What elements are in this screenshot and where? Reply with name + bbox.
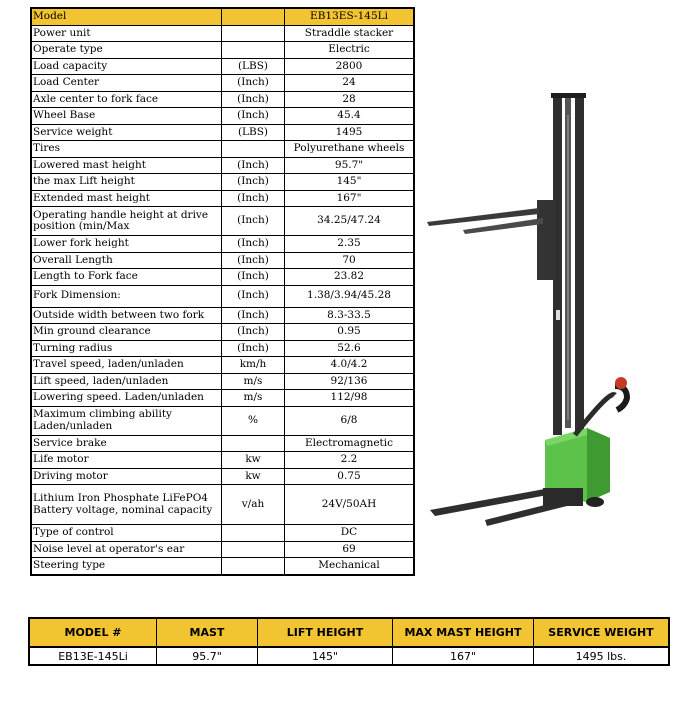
spec-label: Tires: [31, 141, 222, 158]
spec-row: [31, 435, 414, 452]
spec-label: Lowered mast height: [31, 157, 222, 174]
spec-row: [31, 452, 414, 469]
spec-unit: kw: [222, 468, 285, 485]
mast-decal: [556, 310, 560, 320]
spec-row: [31, 8, 414, 25]
spec-value: 34.25/47.24: [285, 207, 415, 236]
spec-value: EB13ES-145Li: [285, 8, 415, 25]
spec-row: [31, 307, 414, 324]
spec-label: Load Center: [31, 75, 222, 92]
spec-label: Maximum climbing ability Laden/unladen: [31, 406, 222, 435]
spec-row: [31, 141, 414, 158]
spec-unit: (Inch): [222, 157, 285, 174]
spec-label: Service weight: [31, 124, 222, 141]
drive-wheel: [586, 497, 604, 507]
spec-unit: (Inch): [222, 340, 285, 357]
spec-label: Extended mast height: [31, 190, 222, 207]
spec-row: [31, 390, 414, 407]
spec-label: Operate type: [31, 42, 222, 59]
spec-unit: [222, 558, 285, 575]
spec-unit: m/s: [222, 373, 285, 390]
spec-label: Noise level at operator's ear: [31, 541, 222, 558]
spec-label: Length to Fork face: [31, 269, 222, 286]
spec-label: Lift speed, laden/unladen: [31, 373, 222, 390]
spec-value: 0.95: [285, 324, 415, 341]
spec-label: Load capacity: [31, 58, 222, 75]
spec-label: Steering type: [31, 558, 222, 575]
spec-row: [31, 269, 414, 286]
summary-header-service-weight: SERVICE WEIGHT: [534, 618, 670, 647]
spec-row: [31, 58, 414, 75]
spec-row: [31, 124, 414, 141]
spec-label: Wheel Base: [31, 108, 222, 125]
spec-unit: (Inch): [222, 236, 285, 253]
spec-value: 28: [285, 91, 415, 108]
spec-row: [31, 252, 414, 269]
spec-value: 95.7": [285, 157, 415, 174]
spec-unit: [222, 435, 285, 452]
fork-carriage: [537, 200, 555, 280]
spec-row: [31, 324, 414, 341]
spec-unit: (Inch): [222, 108, 285, 125]
spec-row: [31, 190, 414, 207]
spec-value: 167": [285, 190, 415, 207]
spec-row: [31, 525, 414, 542]
summary-table: [28, 617, 670, 666]
spec-label: Model: [31, 8, 222, 25]
spec-unit: (Inch): [222, 190, 285, 207]
mast-upright-right: [575, 95, 584, 435]
spec-value: 2.2: [285, 452, 415, 469]
base-frame: [543, 488, 583, 506]
spec-row: [31, 285, 414, 307]
spec-row: [31, 373, 414, 390]
spec-row: [31, 108, 414, 125]
spec-value: 2.35: [285, 236, 415, 253]
spec-unit: [222, 525, 285, 542]
spec-value: 24V/50AH: [285, 485, 415, 525]
spec-value: Polyurethane wheels: [285, 141, 415, 158]
spec-row: [31, 236, 414, 253]
spec-label: Axle center to fork face: [31, 91, 222, 108]
spec-label: Travel speed, laden/unladen: [31, 357, 222, 374]
spec-value: 2800: [285, 58, 415, 75]
spec-unit: (LBS): [222, 124, 285, 141]
spec-unit: [222, 541, 285, 558]
spec-value: Electric: [285, 42, 415, 59]
spec-value: 69: [285, 541, 415, 558]
spec-row: [31, 42, 414, 59]
summary-header-row: [29, 618, 669, 647]
spec-unit: (Inch): [222, 324, 285, 341]
summary-max-mast-height: 167": [393, 647, 534, 665]
spec-unit: kw: [222, 452, 285, 469]
spec-unit: v/ah: [222, 485, 285, 525]
spec-label: Fork Dimension:: [31, 285, 222, 307]
spec-row: [31, 558, 414, 575]
summary-header-mast: MAST: [157, 618, 258, 647]
spec-row: [31, 357, 414, 374]
spec-value: 1.38/3.94/45.28: [285, 285, 415, 307]
spec-value: 70: [285, 252, 415, 269]
spec-label: Power unit: [31, 25, 222, 42]
summary-header-model: MODEL #: [29, 618, 157, 647]
spec-row: [31, 174, 414, 191]
spec-unit: (Inch): [222, 285, 285, 307]
spec-value: 145": [285, 174, 415, 191]
spec-value: 24: [285, 75, 415, 92]
spec-value: 45.4: [285, 108, 415, 125]
spec-row: [31, 91, 414, 108]
spec-unit: %: [222, 406, 285, 435]
tiller-handle: [615, 386, 627, 410]
spec-row: [31, 406, 414, 435]
spec-label: Type of control: [31, 525, 222, 542]
spec-table: [30, 7, 415, 576]
spec-unit: [222, 42, 285, 59]
spec-value: 92/136: [285, 373, 415, 390]
summary-service-weight: 1495 lbs.: [534, 647, 670, 665]
spec-value: 23.82: [285, 269, 415, 286]
spec-value: 112/98: [285, 390, 415, 407]
spec-label: Life motor: [31, 452, 222, 469]
spec-unit: [222, 141, 285, 158]
summary-header-max-mast-height: MAX MAST HEIGHT: [393, 618, 534, 647]
spec-row: [31, 207, 414, 236]
spec-unit: [222, 8, 285, 25]
summary-model: EB13E-145Li: [58, 649, 128, 663]
spec-value: 8.3-33.5: [285, 307, 415, 324]
summary-lift-height: 145": [258, 647, 393, 665]
chassis-side: [587, 428, 610, 502]
spec-row: [31, 157, 414, 174]
spec-value: 6/8: [285, 406, 415, 435]
mast-top-bar: [551, 93, 586, 98]
spec-label: Lowering speed. Laden/unladen: [31, 390, 222, 407]
spec-value: DC: [285, 525, 415, 542]
spec-row: [31, 340, 414, 357]
spec-label: Operating handle height at drive position (min/Max: [31, 207, 222, 236]
spec-value: 52.6: [285, 340, 415, 357]
spec-unit: (Inch): [222, 91, 285, 108]
spec-label: Driving motor: [31, 468, 222, 485]
spec-unit: m/s: [222, 390, 285, 407]
spec-value: Straddle stacker: [285, 25, 415, 42]
spec-label: Overall Length: [31, 252, 222, 269]
spec-label: the max Lift height: [31, 174, 222, 191]
spec-unit: (Inch): [222, 252, 285, 269]
spec-value: 4.0/4.2: [285, 357, 415, 374]
spec-label: Min ground clearance: [31, 324, 222, 341]
summary-row: [29, 647, 669, 665]
spec-label: Lithium Iron Phosphate LiFePO4 Battery voltage, nominal capacity: [31, 485, 222, 525]
spec-row: [31, 75, 414, 92]
spec-label: Turning radius: [31, 340, 222, 357]
spec-row: [31, 25, 414, 42]
spec-value: Electromagnetic: [285, 435, 415, 452]
spec-row: [31, 468, 414, 485]
spec-unit: (Inch): [222, 174, 285, 191]
spec-label: Lower fork height: [31, 236, 222, 253]
emergency-button: [615, 377, 627, 389]
spec-value: 0.75: [285, 468, 415, 485]
spec-row: [31, 541, 414, 558]
spec-unit: (Inch): [222, 307, 285, 324]
spec-unit: (Inch): [222, 269, 285, 286]
summary-mast: 95.7": [157, 647, 258, 665]
spec-unit: (Inch): [222, 75, 285, 92]
spec-row: [31, 485, 414, 525]
spec-label: Outside width between two fork: [31, 307, 222, 324]
spec-label: Service brake: [31, 435, 222, 452]
spec-value: Mechanical: [285, 558, 415, 575]
spec-unit: (Inch): [222, 207, 285, 236]
spec-unit: [222, 25, 285, 42]
summary-header-lift-height: LIFT HEIGHT: [258, 618, 393, 647]
spec-unit: km/h: [222, 357, 285, 374]
stacker-photo: [425, 90, 655, 530]
spec-value: 1495: [285, 124, 415, 141]
spec-unit: (LBS): [222, 58, 285, 75]
